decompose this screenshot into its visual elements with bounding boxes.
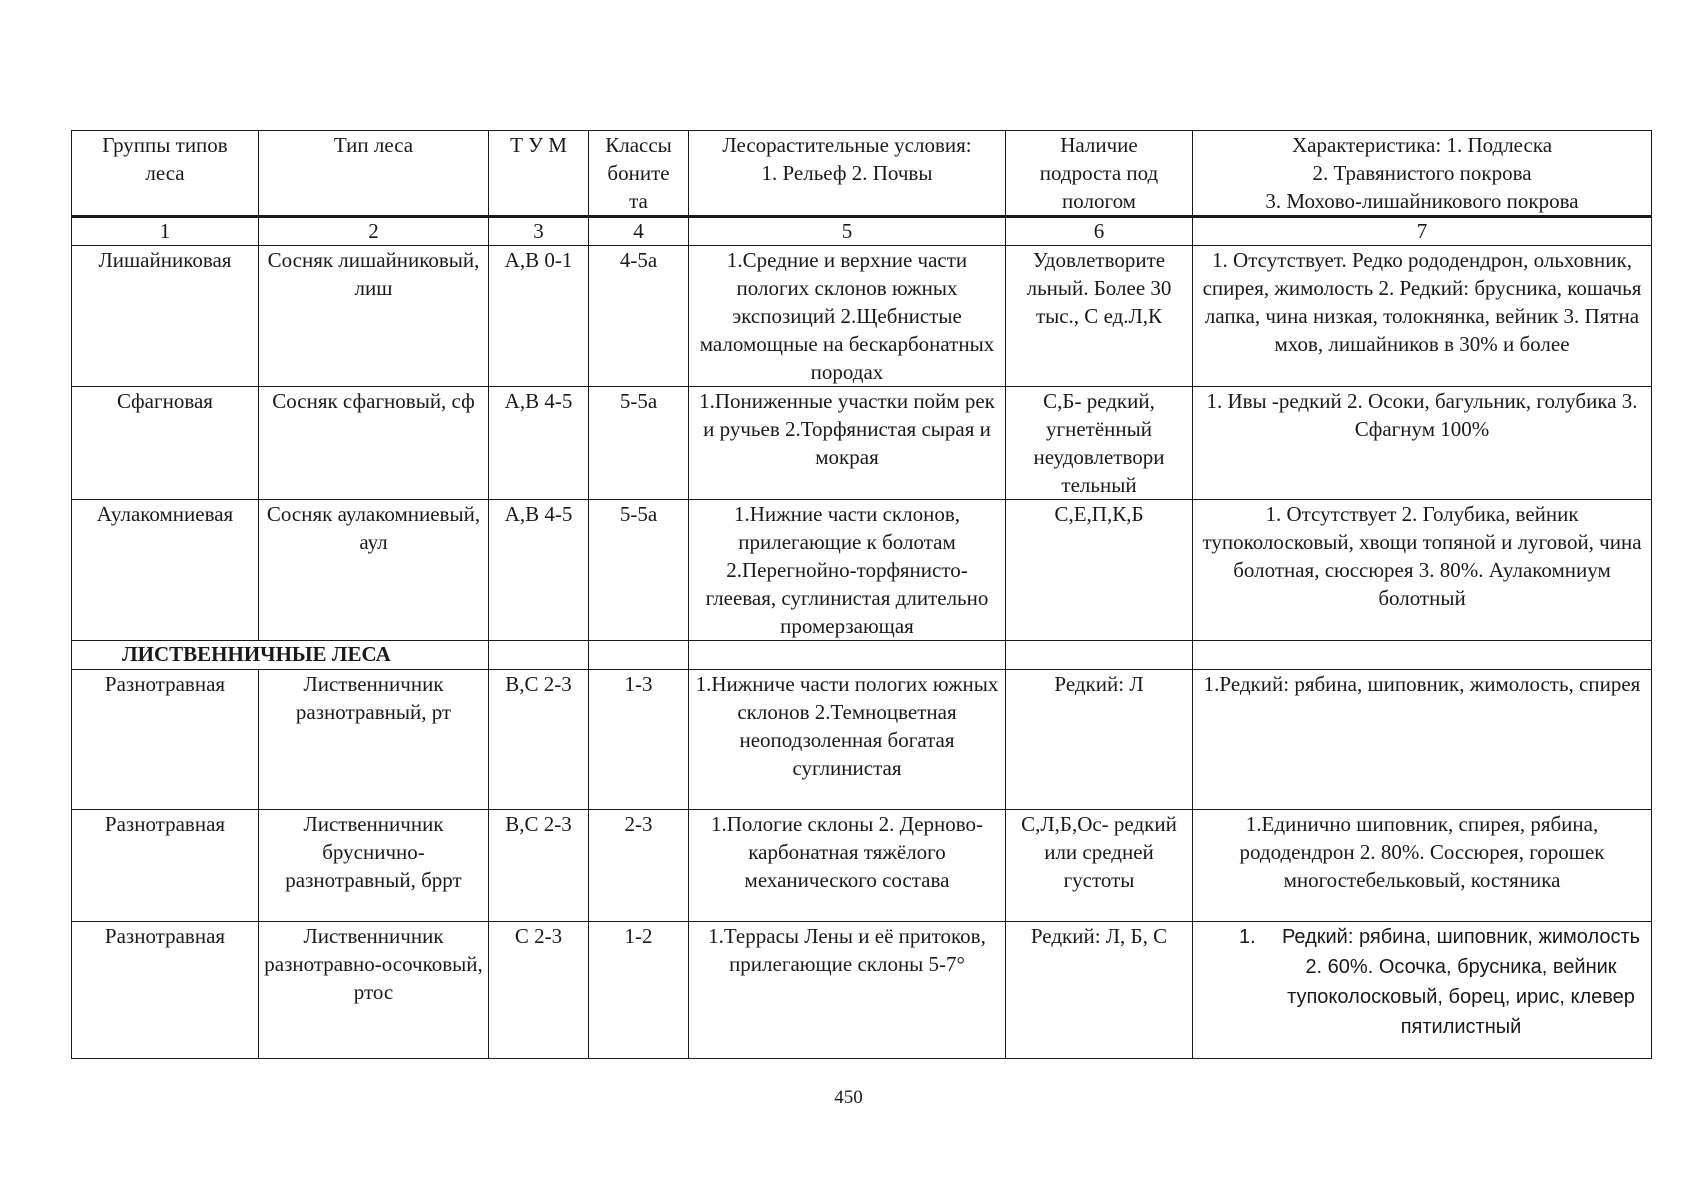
cell-type: Сосняк лишайниковый, лиш	[259, 246, 489, 387]
cell-undergrowth: Удовлетворите льный. Более 30 тыс., С ед.Л,К	[1006, 246, 1193, 387]
cell-group: Разнотравная	[72, 922, 259, 1059]
cell-conditions: 1.Пологие склоны 2. Дерново-карбонатная тяжёлого механического состава	[689, 810, 1006, 922]
cell-characteristics: 1. Ивы -редкий 2. Осоки, багульник, голубика 3. Сфагнум 100%	[1193, 387, 1652, 500]
table-row	[72, 922, 1652, 1059]
cell-type: Лиственничник разнотравный, рт	[259, 670, 489, 810]
section-row	[72, 641, 1652, 670]
cell-undergrowth: С,Б- редкий, угнетённый неудовлетвори тельный	[1006, 387, 1193, 500]
column-number: 1	[72, 217, 259, 246]
cell-characteristics: 1. Отсутствует. Редко рододендрон, ольховник, спирея, жимолость 2. Редкий: брусника, кошачья лапка, чина низкая, толокнянка, вейник 3. Пятна мхов, лишайников в 30% и более	[1193, 246, 1652, 387]
section-empty-cell	[1193, 641, 1652, 670]
cell-undergrowth: С,Е,П,К,Б	[1006, 500, 1193, 641]
cell-bonitet: 1-2	[589, 922, 689, 1059]
column-number: 6	[1006, 217, 1193, 246]
cell-conditions: 1.Пониженные участки пойм рек и ручьев 2.Торфянистая сырая и мокрая	[689, 387, 1006, 500]
cell-group: Аулакомниевая	[72, 500, 259, 641]
header-characteristics: Характеристика: 1. Подлеска 2. Травянистого покрова 3. Мохово-лишайникового покрова	[1193, 131, 1652, 217]
cell-bonitet: 4-5а	[589, 246, 689, 387]
cell-type: Сосняк аулакомниевый, аул	[259, 500, 489, 641]
cell-undergrowth: Редкий: Л, Б, С	[1006, 922, 1193, 1059]
cell-tum: С 2-3	[489, 922, 589, 1059]
column-number: 3	[489, 217, 589, 246]
cell-tum: В,С 2-3	[489, 810, 589, 922]
cell-group: Разнотравная	[72, 810, 259, 922]
column-number: 7	[1193, 217, 1652, 246]
list-item-text: Редкий: рябина, шиповник, жимолость 2. 60%. Осочка, брусника, вейник тупоколосковый, борец, ирис, клевер пятилистный	[1281, 926, 1641, 1038]
section-empty-cell	[689, 641, 1006, 670]
cell-bonitet: 2-3	[589, 810, 689, 922]
section-empty-cell	[489, 641, 589, 670]
cell-type: Сосняк сфагновый, сф	[259, 387, 489, 500]
cell-characteristics: 1.Редкий: рябина, шиповник, жимолость, спирея	[1193, 670, 1652, 810]
cell-characteristics: 1. Отсутствует 2. Голубика, вейник тупоколосковый, хвощи топяной и луговой, чина болотная, сюссюрея 3. 80%. Аулакомниум болотный	[1193, 500, 1652, 641]
table-row	[72, 500, 1652, 641]
cell-conditions: 1.Нижниче части пологих южных склонов 2.Темноцветная неоподзоленная богатая суглинистая	[689, 670, 1006, 810]
cell-conditions: 1.Средние и верхние части пологих склонов южных экспозиций 2.Щебнистые маломощные на бескарбонатных породах	[689, 246, 1006, 387]
column-number: 2	[259, 217, 489, 246]
list-marker: 1.	[1239, 926, 1256, 948]
cell-tum: В,С 2-3	[489, 670, 589, 810]
cell-conditions: 1.Нижние части склонов, прилегающие к болотам 2.Перегнойно-торфянисто-глеевая, суглинистая длительно промерзающая	[689, 500, 1006, 641]
section-empty-cell	[1006, 641, 1193, 670]
header-tum: Т У М	[489, 131, 589, 217]
forest-types-table	[71, 130, 1652, 1059]
column-number-row	[72, 217, 1652, 246]
cell-undergrowth: С,Л,Б,Ос- редкий или средней густоты	[1006, 810, 1193, 922]
cell-group: Разнотравная	[72, 670, 259, 810]
table-row	[72, 246, 1652, 387]
cell-tum: А,В 4-5	[489, 387, 589, 500]
section-title: ЛИСТВЕННИЧНЫЕ ЛЕСА	[72, 641, 259, 670]
cell-type: Лиственничник разнотравно-осочковый, ртос	[259, 922, 489, 1059]
column-number: 5	[689, 217, 1006, 246]
column-number: 4	[589, 217, 689, 246]
cell-bonitet: 5-5а	[589, 387, 689, 500]
section-empty-cell	[589, 641, 689, 670]
cell-group: Сфагновая	[72, 387, 259, 500]
table-row	[72, 810, 1652, 922]
table-row	[72, 670, 1652, 810]
list-item	[1239, 922, 1647, 1042]
cell-group: Лишайниковая	[72, 246, 259, 387]
header-forest-group: Группы типов леса	[72, 131, 259, 217]
header-bonitet-class: Классы боните та	[589, 131, 689, 217]
characteristics-list	[1197, 922, 1647, 1042]
cell-type: Лиственничник бруснично-разнотравный, бррт	[259, 810, 489, 922]
header-growing-conditions: Лесорастительные условия: 1. Рельеф 2. Почвы	[689, 131, 1006, 217]
cell-tum: А,В 4-5	[489, 500, 589, 641]
cell-characteristics: 1.Единично шиповник, спирея, рябина, рододендрон 2. 80%. Соссюрея, горошек многостебельковый, костяника	[1193, 810, 1652, 922]
header-row	[72, 131, 1652, 217]
header-undergrowth: Наличие подроста под пологом	[1006, 131, 1193, 217]
cell-conditions: 1.Террасы Лены и её притоков, прилегающие склоны 5-7°	[689, 922, 1006, 1059]
page-number: 450	[834, 1087, 863, 1108]
table-row	[72, 387, 1652, 500]
cell-undergrowth: Редкий: Л	[1006, 670, 1193, 810]
header-forest-type: Тип леса	[259, 131, 489, 217]
cell-tum: А,В 0-1	[489, 246, 589, 387]
cell-bonitet: 1-3	[589, 670, 689, 810]
cell-characteristics	[1193, 922, 1652, 1059]
cell-bonitet: 5-5а	[589, 500, 689, 641]
